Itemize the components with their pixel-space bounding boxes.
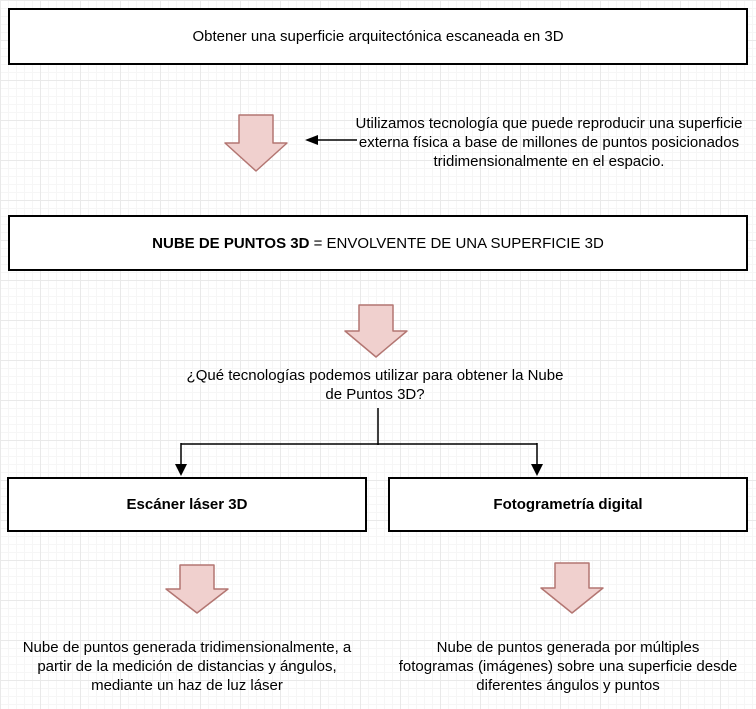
flow-box-photo (388, 477, 748, 532)
question-text (185, 366, 565, 404)
photo-description (398, 638, 738, 695)
down-arrowhead-icon (175, 464, 187, 476)
flow-box-objective (8, 8, 748, 65)
tech-note (349, 114, 749, 171)
laser-description-text: Nube de puntos generada tridimensionalmente, a partir de la medición de distancias y ángulos, mediante un haz de luz láser (22, 639, 352, 694)
down-arrowhead-icon (531, 464, 543, 476)
down-arrow-icon (345, 305, 407, 357)
flow-box-nube (8, 215, 748, 271)
laser-description (7, 638, 367, 695)
left-arrow-icon (305, 135, 318, 145)
flow-box-nube-label (152, 234, 604, 253)
flow-box-nube-bold: NUBE DE PUNTOS 3D (152, 234, 310, 252)
flow-box-laser-label: Escáner láser 3D (126, 496, 248, 513)
down-arrow-icon (541, 563, 603, 613)
flow-box-objective-label: Obtener una superficie arquitectónica escaneada en 3D (192, 28, 564, 45)
flow-box-photo-label: Fotogrametría digital (493, 496, 643, 513)
photo-description-text: Nube de puntos generada por múltiples fotogramas (imágenes) sobre una superficie desde diferentes ángulos y puntos (398, 639, 738, 694)
flow-box-laser (7, 477, 367, 532)
question-text-label: ¿Qué tecnologías podemos utilizar para obtener la Nube de Puntos 3D? (186, 367, 564, 403)
down-arrow-icon (166, 565, 228, 613)
tech-note-text: Utilizamos tecnología que puede reproducir una superficie externa física a base de millones de puntos posicionados tridimensionalmente en el espacio. (355, 115, 743, 170)
down-arrow-icon (225, 115, 287, 171)
flow-box-nube-regular: = ENVOLVENTE DE UNA SUPERFICIE 3D (309, 234, 604, 252)
